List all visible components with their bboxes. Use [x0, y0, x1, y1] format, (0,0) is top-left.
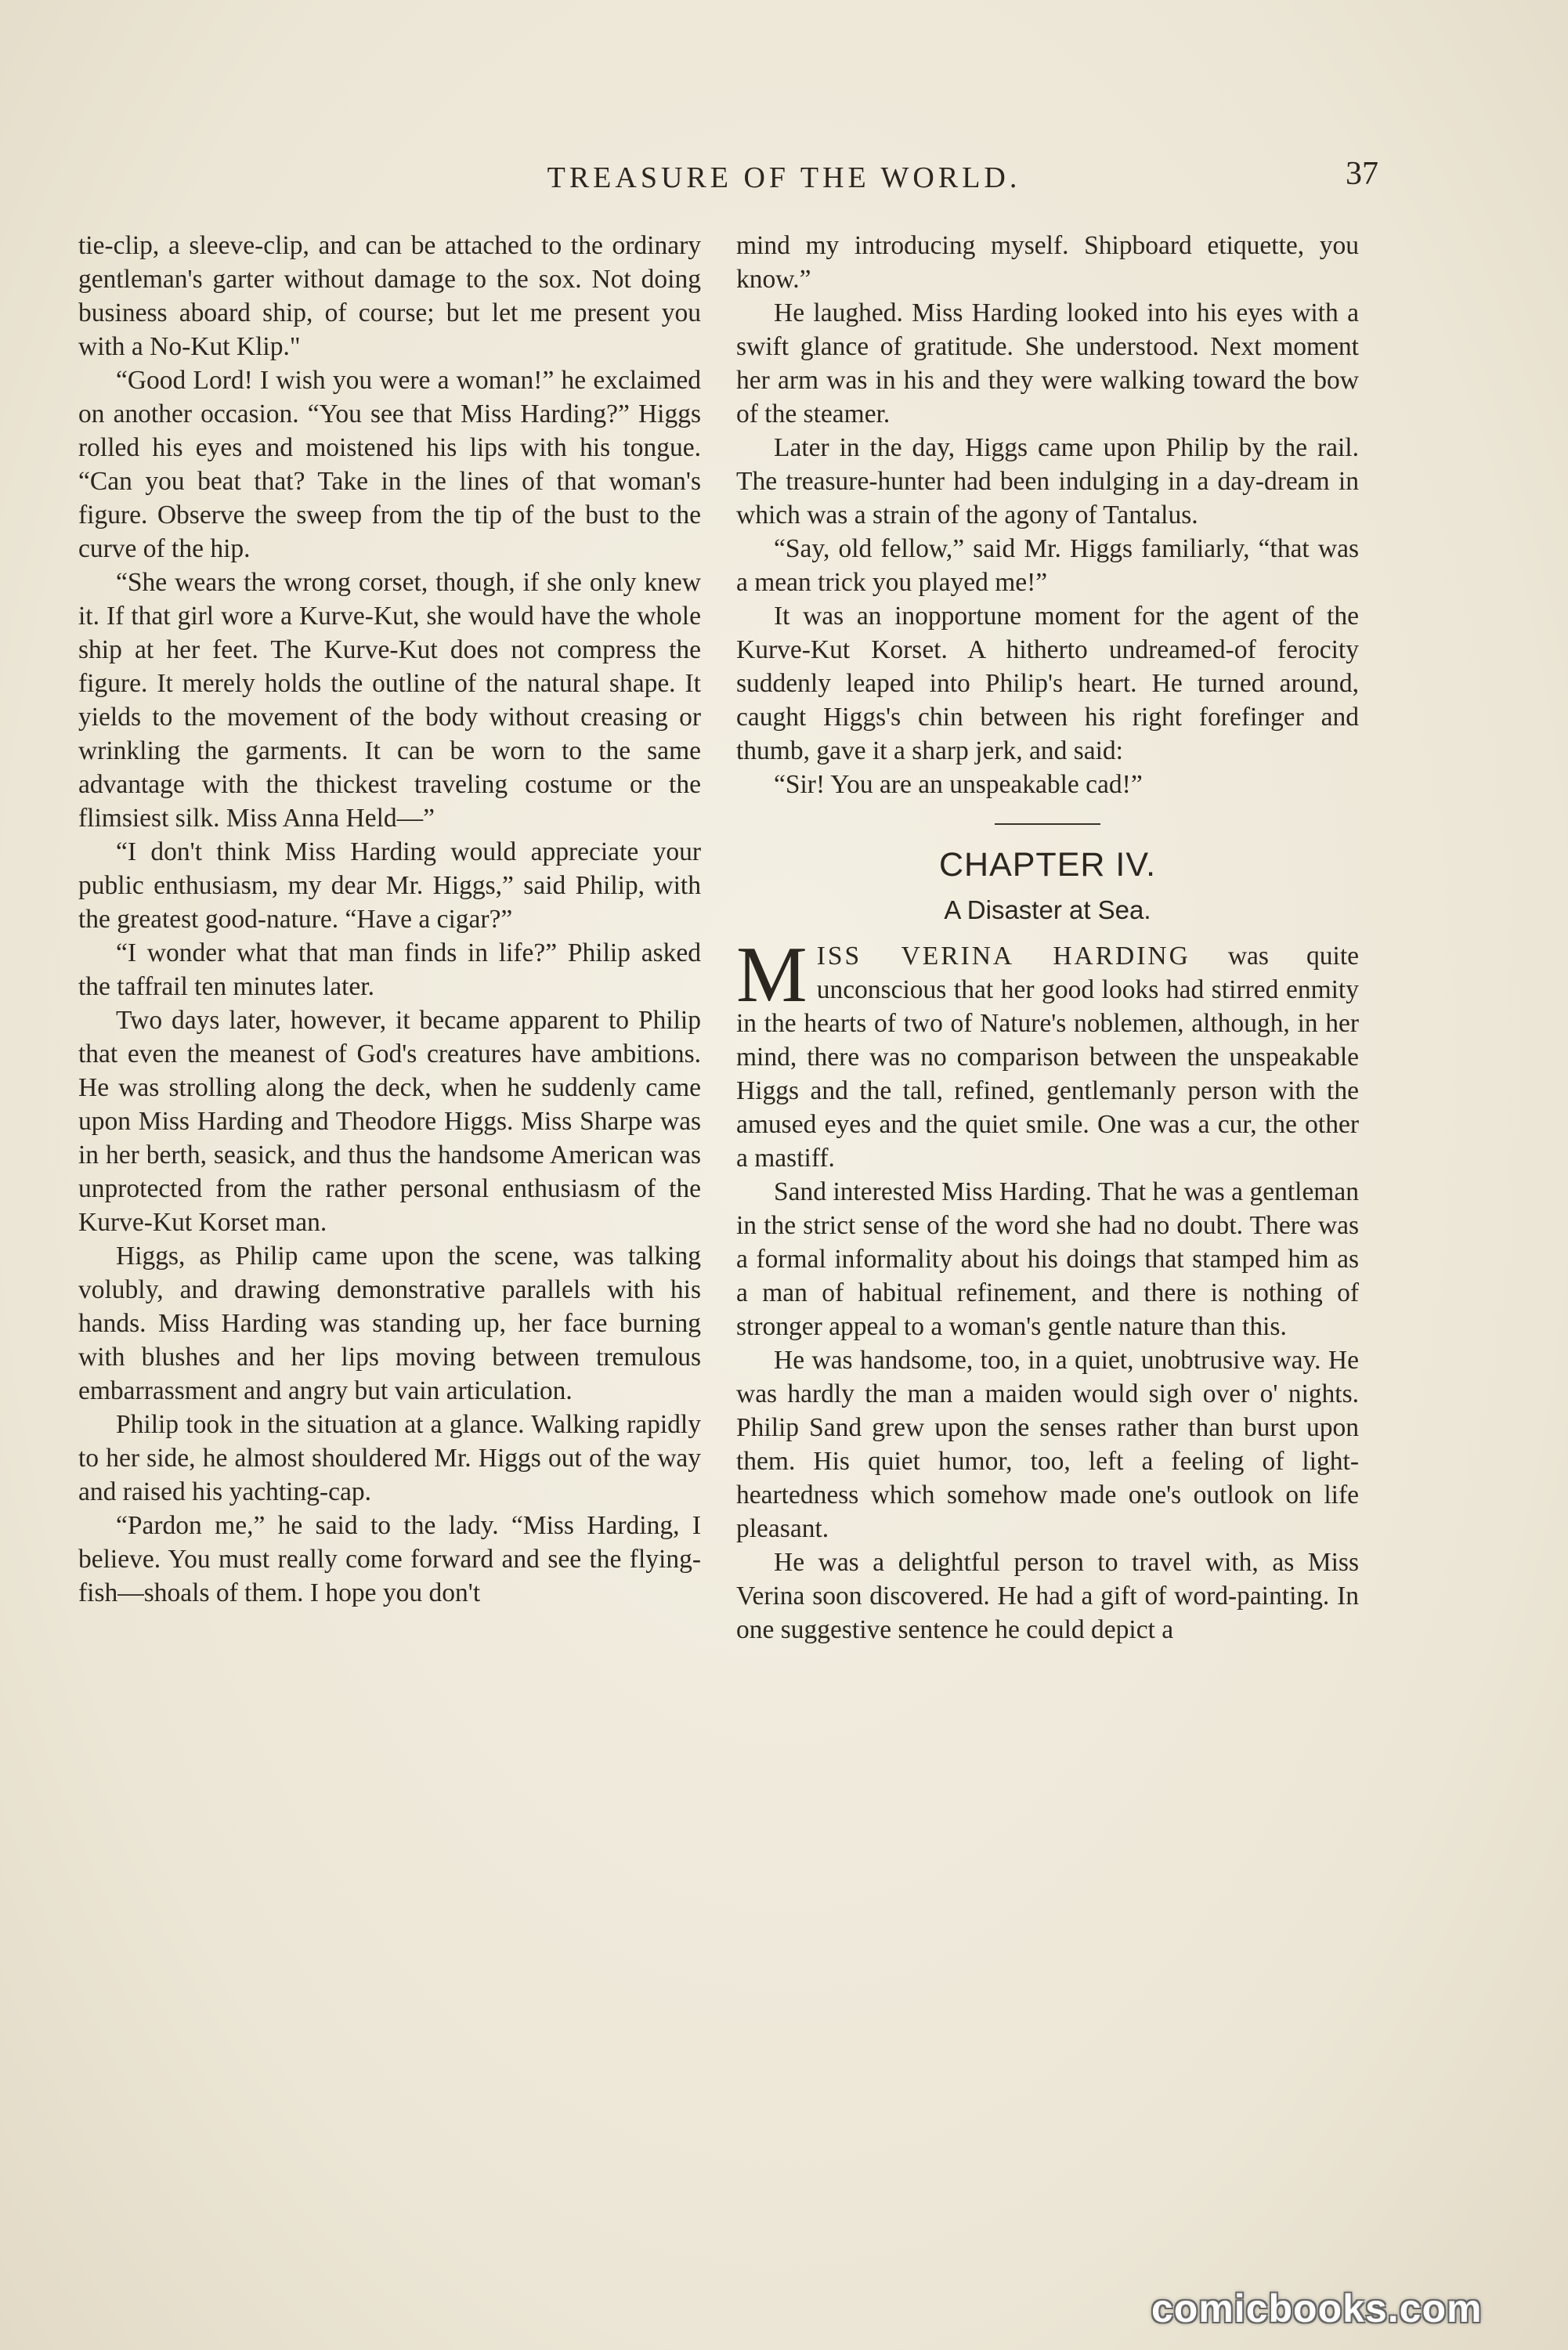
paragraph: Sand interested Miss Harding. That he was a gentleman in the strict sense of the word she had no doubt. There was a formal informality about his doings that stamped him as a man of habitual refinement, and there is nothing of stronger appeal to a woman's gentle nature than this. [736, 1177, 1359, 1341]
right-column-bottom-text [736, 1175, 1359, 1647]
section-divider [995, 823, 1100, 825]
chapter-opening-paragraph [736, 931, 1359, 1175]
paragraph: Two days later, however, it became apparent to Philip that even the meanest of God's creatures have ambitions. He was strolling along the deck, when he suddenly came upon Miss Harding and Theodore Higgs. Miss Sharpe was in her berth, seasick, and thus the handsome American was unprotected from the rather personal enthusiasm of the Kurve-Kut Korset man. [78, 1006, 701, 1237]
drop-cap: M [736, 931, 807, 1019]
opening-caps: ISS VERINA HARDING [816, 942, 1190, 971]
paragraph: Higgs, as Philip came upon the scene, was talking volubly, and drawing demonstrative parallels with his hands. Miss Harding was standing up, her face burning with blushes and her lips moving between tremulous embarrassment and angry but vain articulation. [78, 1242, 701, 1405]
paragraph: “Good Lord! I wish you were a woman!” he exclaimed on another occasion. “You see that Miss Harding?” Higgs rolled his eyes and moistened his lips with his tongue. “Can you beat that? Take in the lines of that woman's figure. Observe the sweep from the tip of the bust to the curve of the hip. [78, 366, 701, 563]
watermark-logo: comicbooks.com [1151, 2287, 1483, 2330]
paragraph: “I wonder what that man finds in life?” Philip asked the taffrail ten minutes later. [78, 938, 701, 1001]
page-number: 37 [1346, 156, 1378, 192]
paragraph: “Say, old fellow,” said Mr. Higgs familiarly, “that was a mean trick you played me!” [736, 534, 1359, 597]
paragraph: “Sir! You are an unspeakable cad!” [774, 770, 1143, 799]
paragraph: mind my introducing myself. Shipboard etiquette, you know.” [736, 231, 1359, 294]
paragraph: Philip took in the situation at a glance. Walking rapidly to her side, he almost shouldered Mr. Higgs out of the way and raised his yachting-cap. [78, 1410, 701, 1506]
paragraph: tie-clip, a sleeve-clip, and can be attached to the ordinary gentleman's garter without damage to the sox. Not doing business aboard ship, of course; but let me present you with a No-Kut Klip." [78, 231, 701, 361]
paragraph: “I don't think Miss Harding would appreciate your public enthusiasm, my dear Mr. Higgs,” said Philip, with the greatest good-nature. “Have a cigar?” [78, 837, 701, 934]
paragraph: He was handsome, too, in a quiet, unobtrusive way. He was hardly the man a maiden would sigh over o' nights. Philip Sand grew upon the senses rather than burst upon them. His quiet humor, too, left a feeling of light-heartedness which somehow made one's outlook on life pleasant. [736, 1346, 1359, 1543]
chapter-title: CHAPTER IV. [938, 846, 1157, 884]
chapter-subtitle: A Disaster at Sea. [944, 895, 1151, 924]
paragraph: He laughed. Miss Harding looked into his eyes with a swift glance of gratitude. She understood. Next moment her arm was in his and they were walking toward the bow of the steamer. [736, 298, 1359, 428]
running-head: TREASURE OF THE WORLD. [547, 161, 1021, 194]
opening-text: was quite unconscious that her good looks had stirred enmity in the hearts of two of Nature's noblemen, although, in her mind, there was no comparison between the unspeakable Higgs and the tall, refined, gentlemanly person with the amused eyes and the quiet smile. One was a cur, the other a mastiff. [736, 942, 1359, 1173]
paragraph: It was an inopportune moment for the agent of the Kurve-Kut Korset. A hitherto undreamed-of ferocity suddenly leaped into Philip's heart. He turned around, caught Higgs's chin between his right forefinger and thumb, gave it a sharp jerk, and said: [736, 602, 1359, 765]
paragraph: Later in the day, Higgs came upon Philip by the rail. The treasure-hunter had been indulging in a day-dream in which was a strain of the agony of Tantalus. [736, 433, 1359, 530]
right-column [736, 229, 1359, 1647]
paragraph: “Pardon me,” he said to the lady. “Miss Harding, I believe. You must really come forward and see the flying-fish—shoals of them. I hope you don't [78, 1511, 701, 1607]
right-column-top-text [736, 229, 1359, 801]
paragraph: “She wears the wrong corset, though, if she only knew it. If that girl wore a Kurve-Kut, she would have the whole ship at her feet. The Kurve-Kut does not compress the figure. It merely holds the outline of the natural shape. It yields to the movement of the body without creasing or wrinkling the garments. It can be worn to the same advantage with the thickest traveling costume or the flimsiest silk. Miss Anna Held—” [78, 568, 701, 833]
left-column [78, 229, 701, 1610]
paragraph: He was a delightful person to travel with, as Miss Verina soon discovered. He had a gift of word-painting. In one suggestive sentence he could depict a [736, 1548, 1359, 1644]
